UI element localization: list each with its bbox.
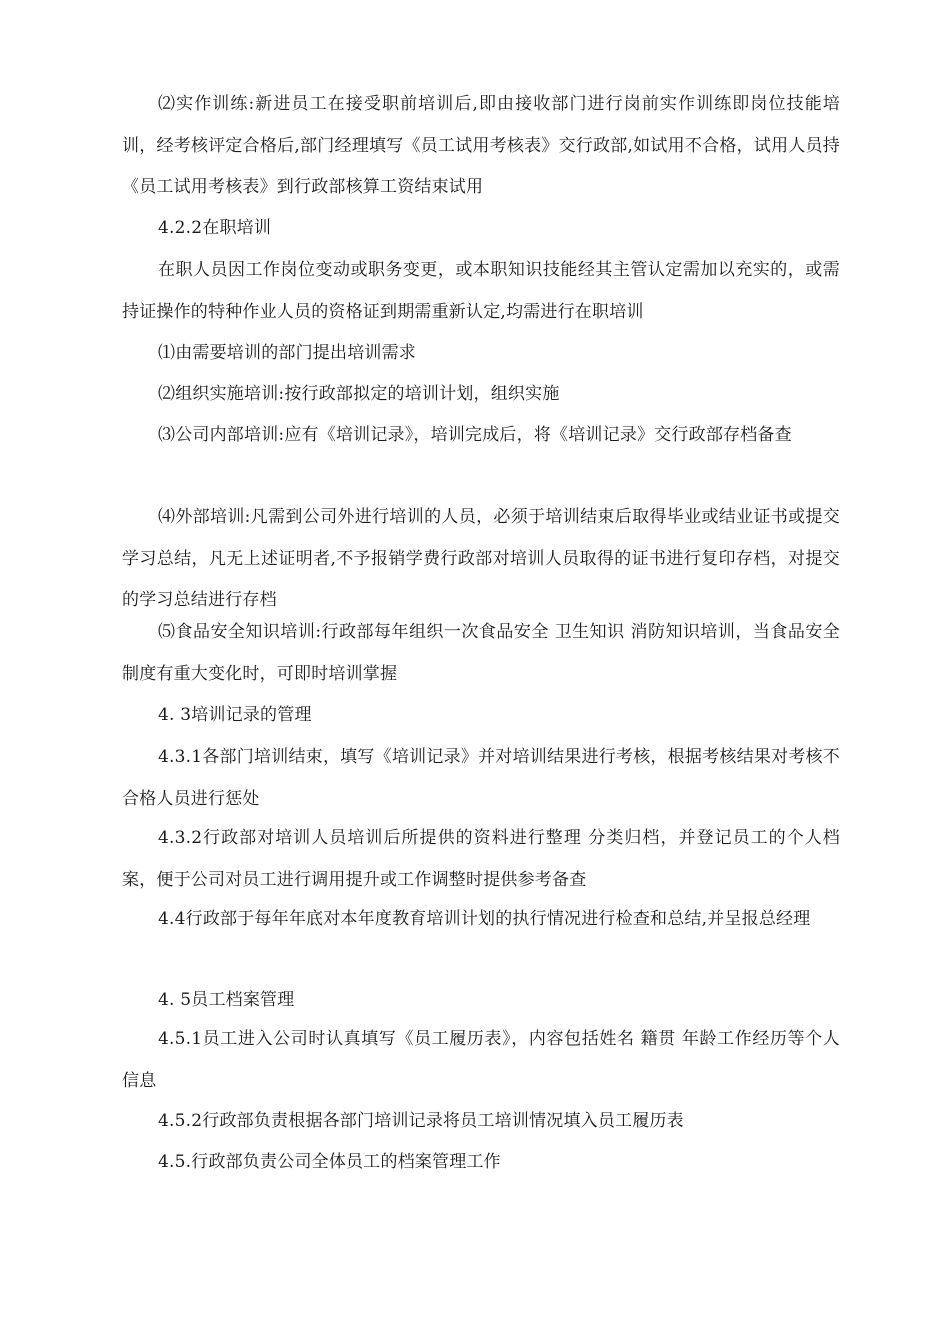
heading-on-the-job-training: 4.2.2在职培训 [158,218,272,238]
paragraph-4-3-1: 4.3.1各部门培训结束，填写《培训记录》并对培训结果进行考核，根据考核结果对考核不合格人员进行惩处 [122,747,840,809]
paragraph-4-5: 4.5.行政部负责公司全体员工的档案管理工作 [158,1152,501,1172]
paragraph-4-5-2: 4.5.2行政部负责根据各部门培训记录将员工培训情况填入员工履历表 [158,1111,684,1131]
heading-employee-files: 4. 5员工档案管理 [158,990,295,1010]
paragraph-4-5-1: 4.5.1员工进入公司时认真填写《员工履历表》，内容包括姓名 籍贯 年龄工作经历等个人信息 [122,1029,840,1091]
paragraph-on-the-job-training: 在职人员因工作岗位变动或职务变更，或本职知识技能经其主管认定需加以充实的，或需持证操作的特种作业人员的资格证到期需重新认定,均需进行在职培训 [122,260,840,322]
list-item-internal-training: ⑶公司内部培训:应有《培训记录》，培训完成后，将《培训记录》交行政部存档备查 [158,425,792,445]
paragraph-4-3-2: 4.3.2行政部对培训人员培训后所提供的资料进行整理 分类归档，并登记员工的个人档案，便于公司对员工进行调用提升或工作调整时提供参考备查 [122,828,840,890]
list-item-food-safety-training: ⑸食品安全知识培训:行政部每年组织一次食品安全 卫生知识 消防知识培训，当食品安全制度有重大变化时，可即时培训掌握 [122,622,840,684]
heading-training-records: 4. 3培训记录的管理 [158,705,312,725]
list-item-external-training: ⑷外部培训:凡需到公司外进行培训的人员，必须于培训结束后取得毕业或结业证书或提交学习总结，凡无上述证明者,不予报销学费行政部对培训人员取得的证书进行复印存档，对提交的学习总结进行存档 [122,507,840,610]
paragraph-practical-training: ⑵实作训练:新进员工在接受职前培训后,即由接收部门进行岗前实作训练即岗位技能培训，经考核评定合格后,部门经理填写《员工试用考核表》交行政部,如试用不合格，试用人员持《员工试用考核表》到行政部核算工资结束试用 [122,94,840,197]
list-item-organize-training: ⑵组织实施培训:按行政部拟定的培训计划，组织实施 [158,384,560,404]
paragraph-4-4: 4.4行政部于每年年底对本年度教育培训计划的执行情况进行检查和总结,并呈报总经理 [158,909,811,929]
list-item-training-needs: ⑴由需要培训的部门提出培训需求 [158,343,416,363]
